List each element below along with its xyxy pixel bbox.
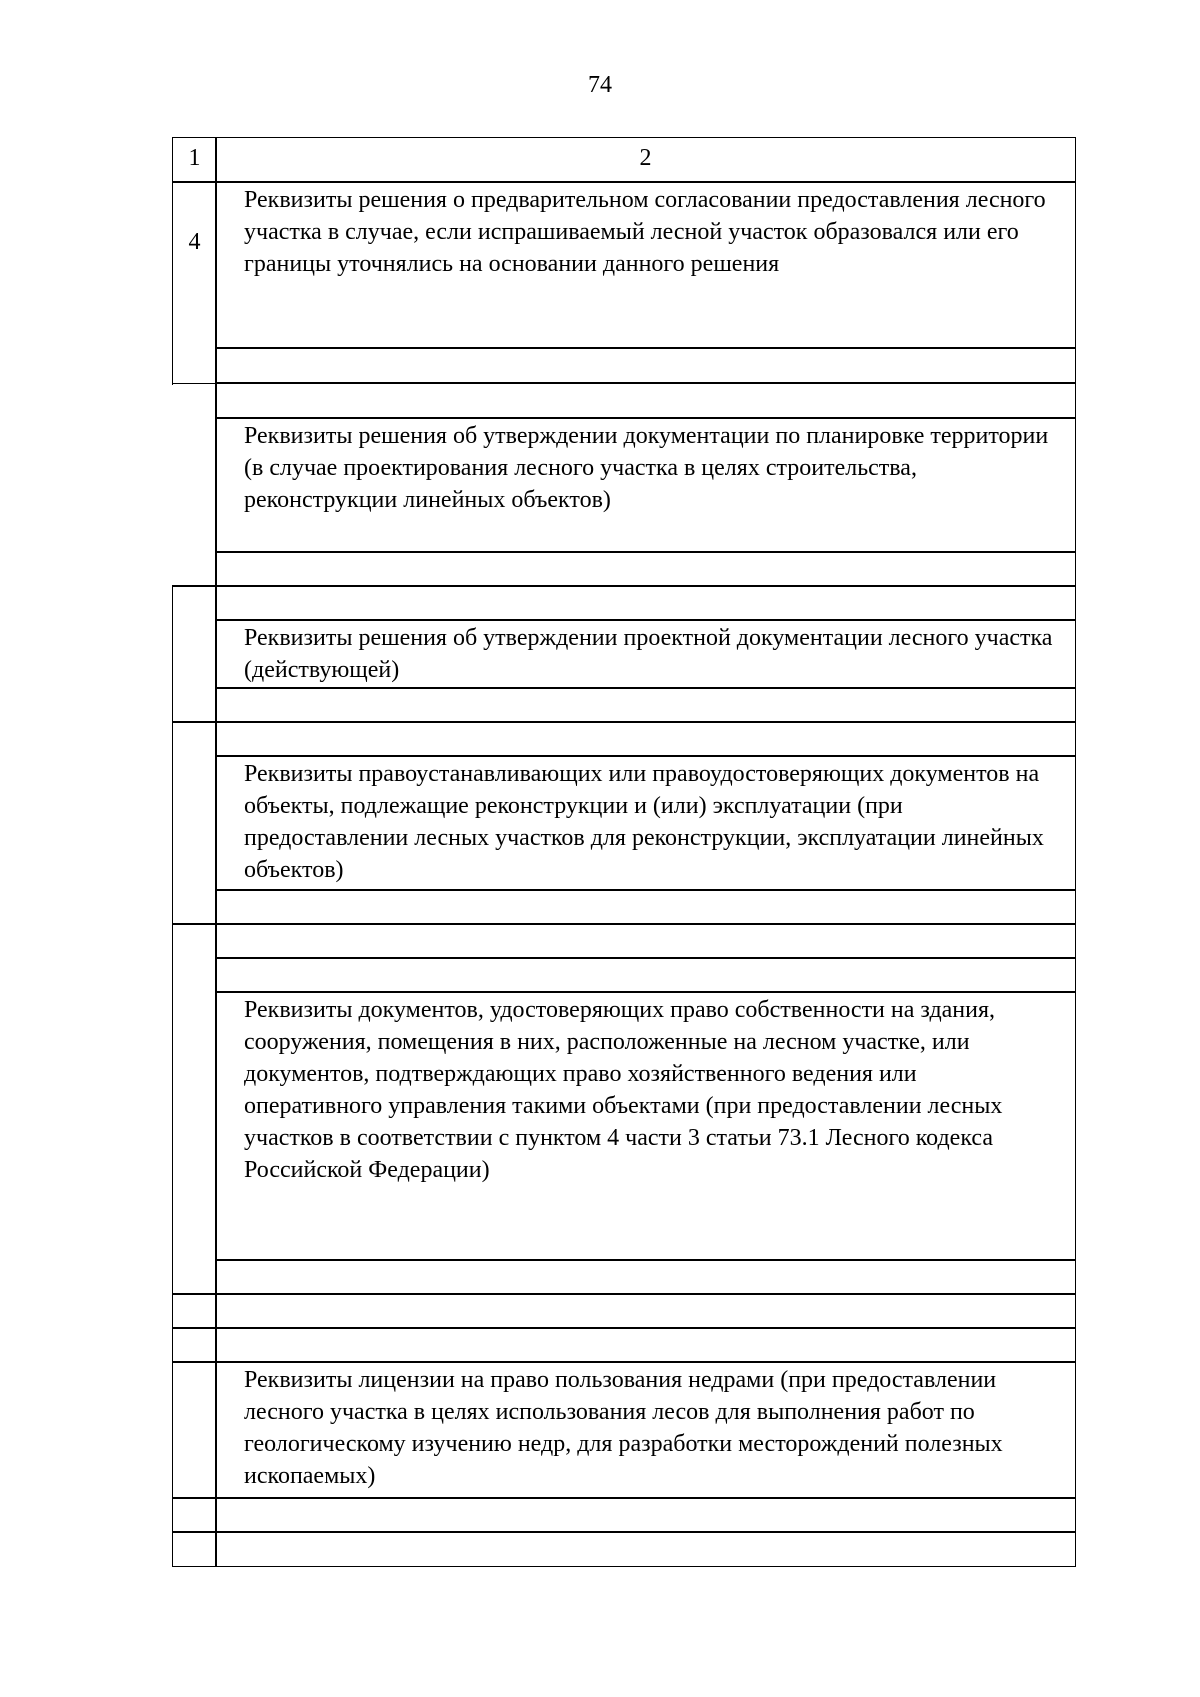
value-row: [215, 1327, 1076, 1363]
value-row: [215, 957, 1076, 993]
value-row: [215, 1293, 1076, 1329]
requisite-text: Реквизиты решения о предварительном согласовании предоставления лесного участка в случае, если испрашиваемый лесной участок образовался или его границы уточнялись на основании данного решения: [215, 181, 1076, 349]
value-row: [215, 551, 1076, 587]
value-row: [215, 721, 1076, 757]
row-number: [172, 721, 217, 925]
requisite-text: Реквизиты правоустанавливающих или правоудостоверяющих документов на объекты, подлежащие реконструкции и (или) эксплуатации (при предоставлении лесных участков для реконструкции, эксплуатации линейных объектов): [215, 755, 1076, 891]
value-row: [215, 889, 1076, 925]
value-row: [215, 687, 1076, 723]
page-number: 74: [588, 72, 612, 98]
row-number: 4: [172, 181, 217, 385]
empty-number-cell: [172, 1497, 217, 1533]
row-number: [172, 383, 217, 587]
row-number: [172, 923, 217, 1295]
header-col-2: 2: [215, 137, 1076, 183]
row-number: [172, 585, 217, 723]
row-number: [172, 1361, 217, 1499]
requisite-text: Реквизиты решения об утверждении документации по планировке территории (в случае проектирования лесного участка в целях строительства, реконструкции линейных объектов): [215, 417, 1076, 553]
value-row: [215, 1531, 1076, 1567]
empty-number-cell: [172, 1531, 217, 1567]
requisite-text: Реквизиты лицензии на право пользования недрами (при предоставлении лесного участка в целях использования лесов для выполнения работ по геологическому изучению недр, для разработки месторождений полезных ископаемых): [215, 1361, 1076, 1499]
empty-number-cell: [172, 1327, 217, 1363]
value-row: [215, 1497, 1076, 1533]
value-row: [215, 383, 1076, 419]
requisites-table: [172, 137, 1076, 1567]
empty-number-cell: [172, 1293, 217, 1329]
value-row: [215, 923, 1076, 959]
header-col-1: 1: [172, 137, 217, 183]
value-row: [215, 347, 1076, 383]
requisite-text: Реквизиты документов, удостоверяющих право собственности на здания, сооружения, помещения в них, расположенные на лесном участке, или документов, подтверждающих право хозяйственного ведения или оперативного управления такими объектами (при предоставлении лесных участков в соответствии с пунктом 4 части 3 статьи 73.1 Лесного кодекса Российской Федерации): [215, 991, 1076, 1261]
value-row: [215, 585, 1076, 621]
value-row: [215, 1259, 1076, 1295]
requisite-text: Реквизиты решения об утверждении проектной документации лесного участка (действующей): [215, 619, 1076, 689]
